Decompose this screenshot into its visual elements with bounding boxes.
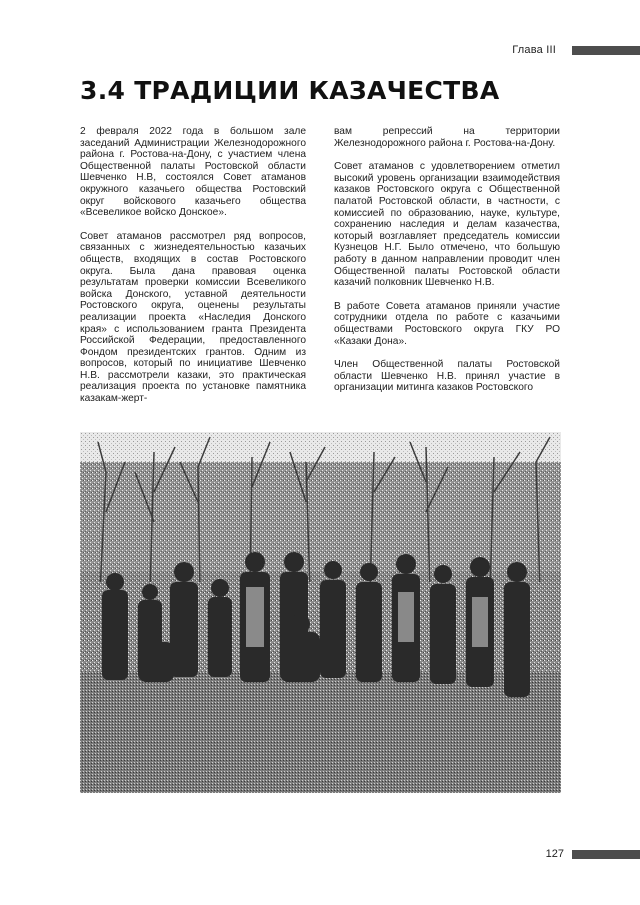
page-number: 127 xyxy=(545,848,564,860)
paragraph: Член Общественной палаты Ростовской области Шевченко Н.В. принял участие в организации митинга казаков Ростовского xyxy=(334,359,560,394)
paragraph: В работе Совета атаманов приняли участие сотрудники отдела по работе с казачьими обществами Ростовского округа ГКУ РО «Казаки Дона». xyxy=(334,300,560,347)
section-title: 3.4 ТРАДИЦИИ КАЗАЧЕСТВА xyxy=(80,76,500,105)
paragraph: 2 февраля 2022 года в большом зале заседаний Администрации Железнодорожного района г. Ростова-на-Дону, с участием члена Общественной палаты Ростовской области Шевченко Н.В, состоялся Совет атаманов окружного казачьего общества Ростовский округ войскового казачьего общества «Всевеликое войско Донское». xyxy=(80,126,306,219)
paragraph: Совет атаманов с удовлетворением отметил высокий уровень организации взаимодействия казаков Ростовского округа с Общественной палатой Ростовской области, в частности, с комиссией по образованию, науке, культуре, сохранению наследия и делам казачества, который возглавляет председатель комиссии Кузнецов Н.Г. Было отмечено, что большую работу в данном направлении проводит член Общественной палаты Ростовской области казачий полковник Шевченко Н.В. xyxy=(334,161,560,289)
paragraph: вам репрессий на территории Железнодорожного района г. Ростова-на-Дону. xyxy=(334,126,560,149)
chapter-label: Глава III xyxy=(512,44,556,56)
paragraph: Совет атаманов рассмотрел ряд вопросов, связанных с жизнедеятельностью казачьих обществ, входящих в состав Ростовского округа. Была дана правовая оценка результатам проверки комиссии Всевеликого войска Донского, уставной деятельности Ростовского округа, оценены результаты реализации проекта «Наследия Донского края» с использованием гранта Президента Российской Федерации, предоставленного Фондом президентских грантов. Одним из вопросов, который по инициативе Шевченко Н.В. рассмотрели казаки, это практическая реализация проекта по установке памятника казакам-жерт- xyxy=(80,230,306,405)
page-bar xyxy=(572,850,640,859)
left-column xyxy=(80,126,306,417)
group-photo xyxy=(80,432,561,793)
right-column xyxy=(334,126,560,406)
chapter-bar xyxy=(572,46,640,55)
